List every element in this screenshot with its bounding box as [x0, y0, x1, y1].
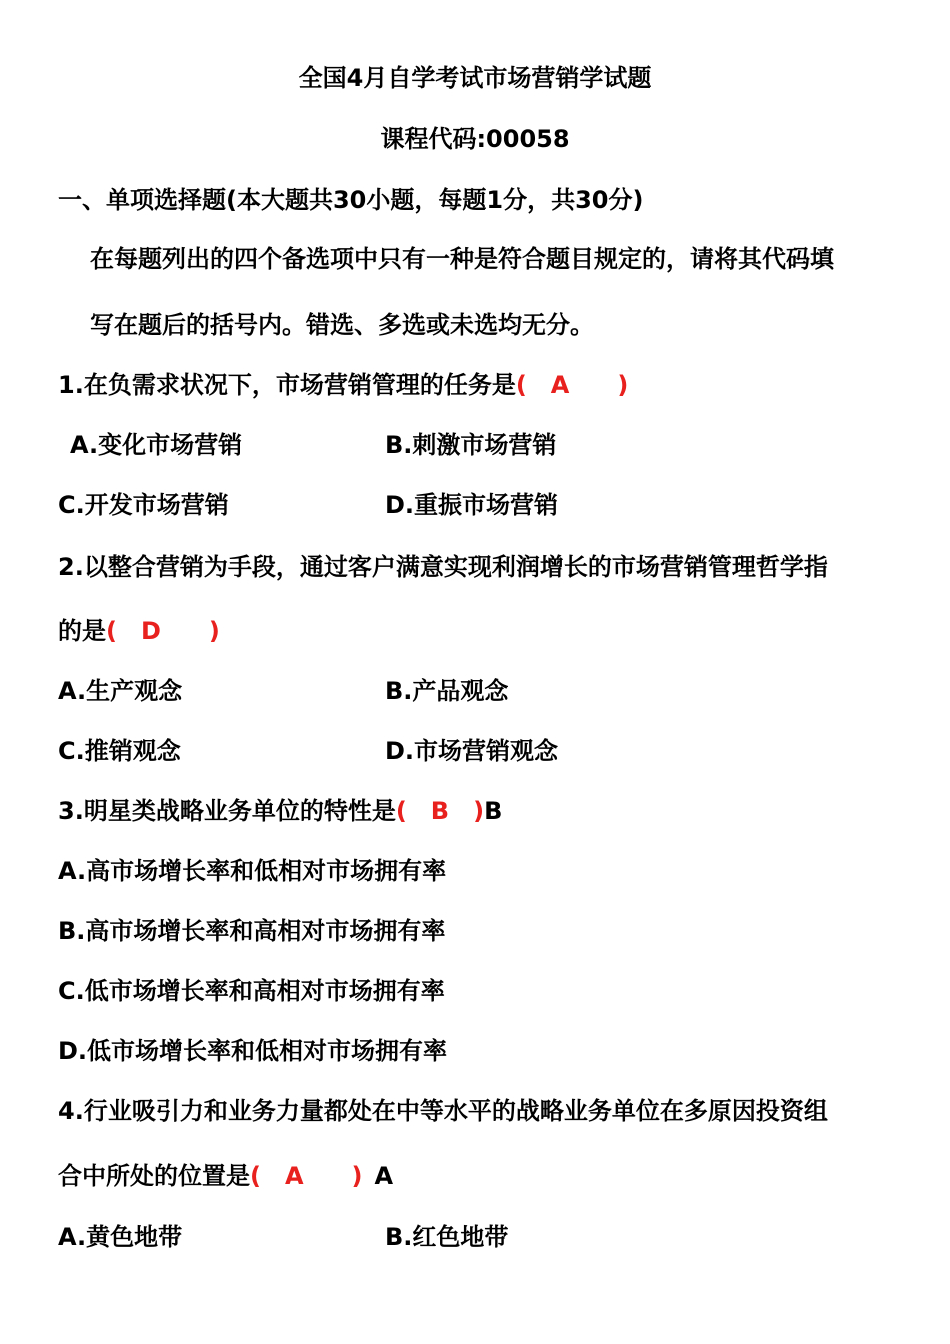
question-4-paren-close: ): [351, 1162, 363, 1190]
question-4-stem-line-2: [58, 1161, 393, 1191]
question-1-paren-close: ): [617, 371, 629, 399]
question-1-option-d: D.重振市场营销: [385, 491, 559, 519]
question-2-paren-open: (: [106, 617, 117, 645]
question-3-paren-open: (: [395, 797, 407, 825]
question-4-option-b: B.红色地带: [385, 1223, 509, 1251]
question-1-option-a: A.变化市场营销: [70, 431, 243, 459]
question-1-answer: A: [550, 371, 570, 399]
question-4-paren-open: (: [250, 1162, 261, 1190]
question-4-stem-line-1: 4.行业吸引力和业务力量都处在中等水平的战略业务单位在多原因投资组: [58, 1097, 828, 1125]
question-1-text: 1.在负需求状况下，市场营销管理的任务是: [58, 371, 516, 399]
question-3-option-b: B.高市场增长率和高相对市场拥有率: [58, 917, 446, 945]
question-3-text: 3.明星类战略业务单位的特性是: [58, 797, 396, 825]
section-heading: 一、单项选择题(本大题共30小题，每题1分，共30分): [58, 186, 644, 214]
question-2-option-d: D.市场营销观念: [385, 737, 559, 765]
course-code: 课程代码:00058: [380, 125, 570, 153]
question-4-text: 合中所处的位置是: [58, 1162, 250, 1190]
question-3-option-a: A.高市场增长率和低相对市场拥有率: [58, 857, 447, 885]
question-2-paren-close: ): [208, 617, 220, 645]
question-3-trailing-answer: B: [484, 797, 503, 825]
question-2-option-b: B.产品观念: [385, 677, 509, 705]
question-1-option-c: C.开发市场营销: [58, 491, 229, 519]
question-4-answer: A: [284, 1162, 304, 1190]
question-3-answer: B: [430, 797, 450, 825]
question-1-paren-open: (: [515, 371, 527, 399]
question-3-option-c: C.低市场增长率和高相对市场拥有率: [58, 977, 445, 1005]
question-4-option-a: A.黄色地带: [58, 1223, 183, 1251]
question-2-answer: D: [140, 617, 161, 645]
question-2-stem-line-1: 2.以整合营销为手段，通过客户满意实现利润增长的市场营销管理哲学指: [58, 553, 828, 581]
section-instruction-line-1: 在每题列出的四个备选项中只有一种是符合题目规定的，请将其代码填: [90, 245, 834, 273]
question-2-text: 的是: [58, 617, 106, 645]
question-3-paren-close: ): [473, 797, 485, 825]
question-2-option-c: C.推销观念: [58, 737, 181, 765]
question-2-option-a: A.生产观念: [58, 677, 183, 705]
question-4-trailing-answer: A: [374, 1162, 394, 1190]
document-title: 全国4月自学考试市场营销学试题: [298, 64, 652, 92]
question-1-option-b: B.刺激市场营销: [385, 431, 557, 459]
section-instruction-line-2: 写在题后的括号内。错选、多选或未选均无分。: [90, 311, 594, 339]
question-3-stem: [58, 796, 502, 826]
question-3-option-d: D.低市场增长率和低相对市场拥有率: [58, 1037, 448, 1065]
question-2-stem-line-2: [58, 616, 220, 646]
question-1-stem: [58, 370, 628, 400]
